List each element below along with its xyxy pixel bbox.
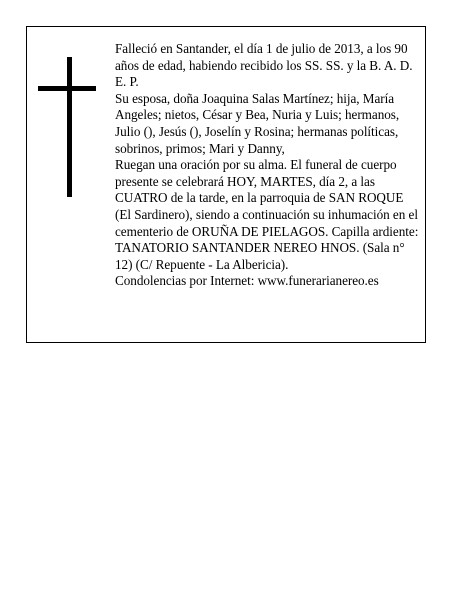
- death-announcement: Falleció en Santander, el día 1 de julio de 2013, a los 90 años de edad, habiendo recibido los SS. SS. y la B. A. D. E. P.: [115, 41, 413, 90]
- family-list: Su esposa, doña Joaquina Salas Martínez; hija, María Angeles; nietos, César y Bea, Nuria y Luis; hermanos, Julio (), Jesús (), Joselín y Rosina; hermanas políticas, sobrinos, primos; Mari y Danny,: [115, 90, 400, 156]
- obituary-notice: [26, 26, 426, 343]
- obituary-text: [115, 41, 421, 290]
- condolences-line: Condolencias por Internet: www.funerarianereo.es: [115, 273, 379, 289]
- cross-icon: [67, 57, 72, 197]
- cross-icon-arm: [38, 86, 96, 91]
- funeral-details: Ruegan una oración por su alma. El funeral de cuerpo presente se celebrará HOY, MARTES, día 2, a las CUATRO de la tarde, en la parroquia de SAN ROQUE (El Sardinero), siendo a continuación su inhumación en el cementerio de ORUÑA DE PIELAGOS. Capilla ardiente: TANATORIO SANTANDER NEREO HNOS. (Sala n° 12) (C/ Repuente - La Albericia).: [115, 157, 419, 272]
